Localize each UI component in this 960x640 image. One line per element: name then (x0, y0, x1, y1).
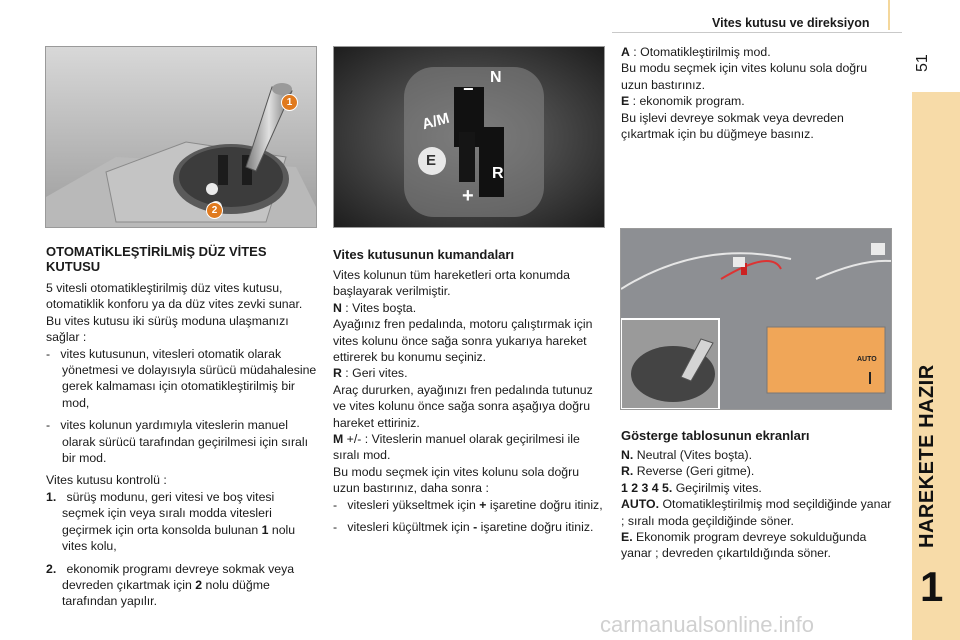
list-item: - vitesleri küçültmek için - işaretine doğru itiniz. (333, 520, 594, 535)
column-3-bottom (621, 447, 893, 562)
paragraph: Vites kutusu kontrolü : (46, 473, 167, 488)
eco-heading: E : ekonomik program. (621, 94, 745, 109)
display-r: R. Reverse (Geri gitme). (621, 464, 755, 479)
gate-label-r: R (492, 165, 504, 182)
neutral-heading: N : Vites boşta. (333, 300, 417, 315)
chapter-title-vertical: HAREKETE HAZIR (916, 364, 938, 548)
paragraph: Araç dururken, ayağınızı fren pedalında tutunuz ve vites kolunu önce sağa sonra aşağıya doğru hareket ettiriniz. (333, 382, 593, 430)
instrument-panel-illustration (621, 229, 891, 409)
page-number: 51 (914, 54, 931, 72)
paragraph: Bu modu seçmek için vites kolunu sola doğru uzun bastırınız, daha sonra : (333, 464, 580, 496)
numbered-item-1: 1. sürüş modunu, geri vitesi ve boş vitesi seçmek için veya sıralı modda vitesleri geçirmek için orta konsolda bulunan 1 nolu vites kolu, (46, 489, 296, 554)
gate-label-n: N (490, 69, 502, 86)
footer-watermark: carmanualsonline.info (600, 612, 815, 637)
paragraph: Bu işlevi devreye sokmak veya devreden çıkartmak için bu düğmeye basınız. (621, 110, 844, 142)
chapter-number: 1 (920, 563, 944, 610)
figure-instrument-display (620, 228, 892, 410)
page-header-title: Vites kutusu ve direksiyon (712, 16, 870, 30)
list-item: - vites kolunun yardımıyla viteslerin manuel olarak sürücü tarafından geçirilmesi için sıralı bir mod. (46, 418, 309, 466)
figure-gear-lever-console (45, 46, 317, 228)
column-2-body (333, 267, 605, 536)
paragraph: 5 vitesli otomatikleştirilmiş düz vites kutusu, otomatiklik konforu ya da düz vites zevki sunar. Bu vites kutusu iki sürüş moduna ulaşmanızı sağlar : (46, 281, 303, 345)
gate-label-e: E (426, 152, 437, 169)
manual-heading: M +/- : Viteslerin manuel olarak geçirilmesi ile sıralı mod. (333, 432, 580, 463)
numbered-item-2: 2. ekonomik programı devreye sokmak veya devreden çıkartmak için 2 nolu düğme tarafından yapılır. (46, 561, 295, 609)
gate-label-plus: + (462, 185, 474, 207)
callout-badge-1: 1 (281, 94, 298, 111)
column-1-body (46, 280, 318, 610)
column-3-top (621, 44, 889, 142)
paragraph: Vites kolunun tüm hareketleri orta konumda başlayarak verilmiştir. (333, 268, 570, 299)
auto-mode-heading: A : Otomatikleştirilmiş mod. (621, 45, 771, 59)
callout-badge-2: 2 (206, 202, 223, 219)
list-item: - vites kutusunun, vitesleri otomatik olarak yönetmesi ve dolayısıyla sürücü müdahalesine gerek kalmaması için otomatikleştirilmiş bir mod, (46, 346, 317, 410)
header-divider (612, 32, 902, 33)
list-item: - vitesleri yükseltmek için + işaretine doğru itiniz, (333, 497, 603, 512)
reverse-heading: R : Geri vites. (333, 366, 408, 381)
display-gears: 1 2 3 4 5. Geçirilmiş vites. (621, 480, 762, 495)
display-e: E. Ekonomik program devreye sokulduğunda yanar ; devreden çıkartıldığında söner. (621, 530, 867, 561)
section-title-gearbox-controls: Vites kutusunun kumandaları (333, 247, 515, 262)
section-title-automated-gearbox: OTOMATİKLEŞTİRİLMİŞ DÜZ VİTES KUTUSU (46, 244, 267, 274)
header-accent (888, 0, 890, 30)
gear-lever-illustration (46, 47, 316, 227)
paragraph: Bu modu seçmek için vites kolunu sola doğru uzun bastırınız. (621, 61, 868, 92)
display-auto: AUTO. Otomatikleştirilmiş mod seçildiğinde yanar ; sıralı moda geçildiğinde söner. (621, 497, 892, 528)
display-auto-indicator: AUTO (857, 356, 877, 363)
section-title-dashboard-displays: Gösterge tablosunun ekranları (621, 428, 810, 443)
display-n: N. Neutral (Vites boşta). (621, 448, 753, 462)
figure-gear-gate-closeup (333, 46, 605, 228)
paragraph: Ayağınız fren pedalında, motoru çalıştırmak için vites kolunu önce sağa sonra yukarıya hareket ettirerek bu konumu seçiniz. (333, 317, 593, 365)
gate-label-minus: − (463, 79, 474, 99)
gate-label-am: A/M (420, 109, 452, 134)
